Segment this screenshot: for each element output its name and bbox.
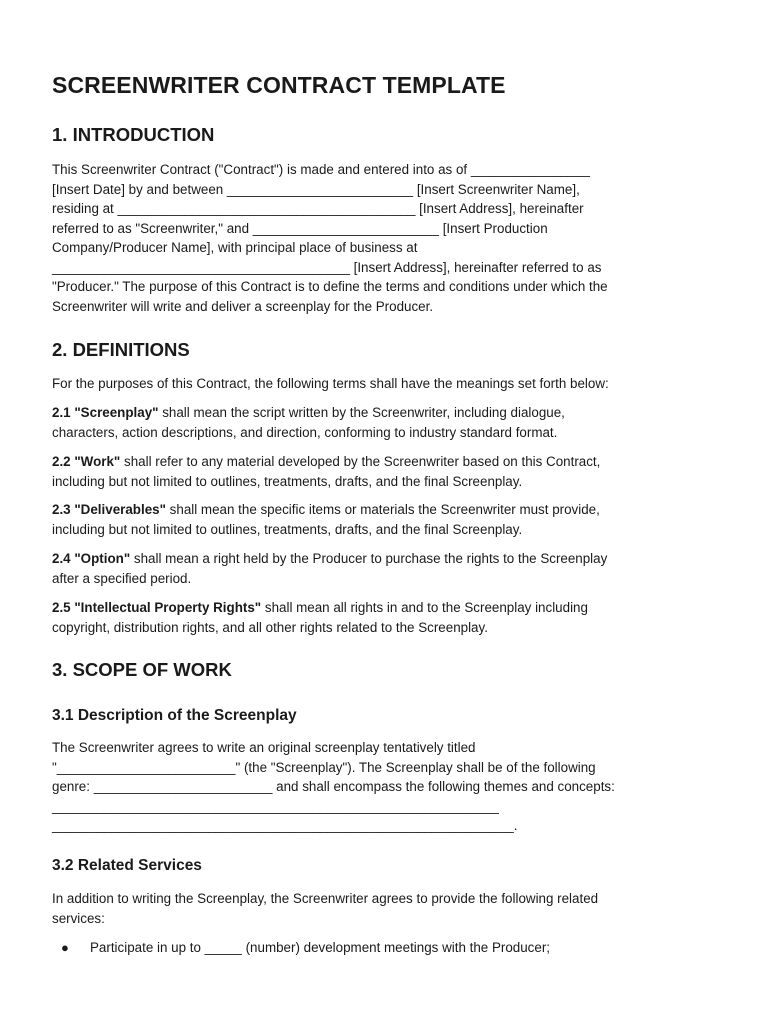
definition-option <box>52 549 712 588</box>
section-heading-definitions: 2. DEFINITIONS <box>52 339 190 360</box>
definition-line <box>52 598 712 618</box>
section-heading-scope-of-work: 3. SCOPE OF WORK <box>52 659 232 680</box>
paragraph-line: "________________________" (the "Screenplay"). The Screenplay shall be of the following <box>52 759 596 775</box>
paragraph-line: ________________________________________ [Insert Address], hereinafter referred to as <box>52 259 602 275</box>
paragraph-line: ______________________________________________________________. <box>52 818 518 833</box>
paragraph-line: genre: ________________________ and shall encompass the following themes and concepts: <box>52 779 615 794</box>
definition-line <box>52 500 712 520</box>
introduction-paragraph <box>52 160 712 316</box>
paragraph-line: referred to as "Screenwriter," and _________________________ [Insert Production <box>52 220 548 236</box>
paragraph-line: The Screenwriter agrees to write an original screenplay tentatively titled <box>52 740 476 755</box>
paragraph-line: ____________________________________________________________ <box>52 798 499 814</box>
list-item-text: Participate in up to _____ (number) development meetings with the Producer; <box>90 940 551 955</box>
definition-term: 2.1 "Screenplay" <box>52 405 159 420</box>
paragraph-line: Screenwriter will write and deliver a screenplay for the Producer. <box>52 298 434 314</box>
subsection-heading-related-services: 3.2 Related Services <box>52 857 202 874</box>
definition-line <box>52 549 712 569</box>
definition-line: characters, action descriptions, and direction, conforming to industry standard format. <box>52 424 558 440</box>
definition-text: shall mean a right held by the Producer to purchase the rights to the Screenplay <box>130 551 608 566</box>
definition-line: including but not limited to outlines, treatments, drafts, and the final Screenplay. <box>52 473 523 489</box>
definition-term: 2.5 "Intellectual Property Rights" <box>52 600 262 615</box>
definition-text: shall refer to any material developed by the Screenwriter based on this Contract, <box>120 454 601 469</box>
definition-line <box>52 452 712 472</box>
definition-line <box>52 403 712 423</box>
bullet-icon: ● <box>61 940 69 955</box>
definition-term: 2.3 "Deliverables" <box>52 502 166 517</box>
definition-intellectual-property <box>52 598 712 637</box>
subsection-heading-description: 3.1 Description of the Screenplay <box>52 707 297 724</box>
definitions-intro <box>52 374 712 394</box>
paragraph-line: In addition to writing the Screenplay, the Screenwriter agrees to provide the following related <box>52 891 599 906</box>
definition-screenplay <box>52 403 712 442</box>
paragraph-line: services: <box>52 910 105 926</box>
definition-text: shall mean the specific items or materials the Screenwriter must provide, <box>165 502 600 517</box>
paragraph-line: "Producer." The purpose of this Contract is to define the terms and conditions under which the <box>52 279 608 294</box>
definition-text: shall mean all rights in and to the Screenplay including <box>261 600 588 615</box>
description-paragraph <box>52 738 712 836</box>
definition-line: after a specified period. <box>52 570 192 586</box>
paragraph-line: This Screenwriter Contract ("Contract") is made and entered into as of ________________ <box>52 162 590 177</box>
paragraph-line: [Insert Date] by and between _________________________ [Insert Screenwriter Name], <box>52 181 580 197</box>
definition-work <box>52 452 712 491</box>
section-heading-introduction: 1. INTRODUCTION <box>52 124 215 145</box>
related-services-paragraph <box>52 889 712 928</box>
definition-term: 2.4 "Option" <box>52 551 131 566</box>
document-title: SCREENWRITER CONTRACT TEMPLATE <box>52 72 506 98</box>
definition-term: 2.2 "Work" <box>52 454 121 469</box>
paragraph-line: Company/Producer Name], with principal place of business at <box>52 240 418 255</box>
definition-line: copyright, distribution rights, and all other rights related to the Screenplay. <box>52 619 488 635</box>
paragraph-line: residing at ________________________________________ [Insert Address], hereinafter <box>52 201 584 216</box>
definition-text: shall mean the script written by the Screenwriter, including dialogue, <box>158 405 565 420</box>
paragraph-line: For the purposes of this Contract, the following terms shall have the meanings set forth below: <box>52 376 609 391</box>
definition-line: including but not limited to outlines, treatments, drafts, and the final Screenplay. <box>52 521 523 537</box>
definition-deliverables <box>52 500 712 539</box>
